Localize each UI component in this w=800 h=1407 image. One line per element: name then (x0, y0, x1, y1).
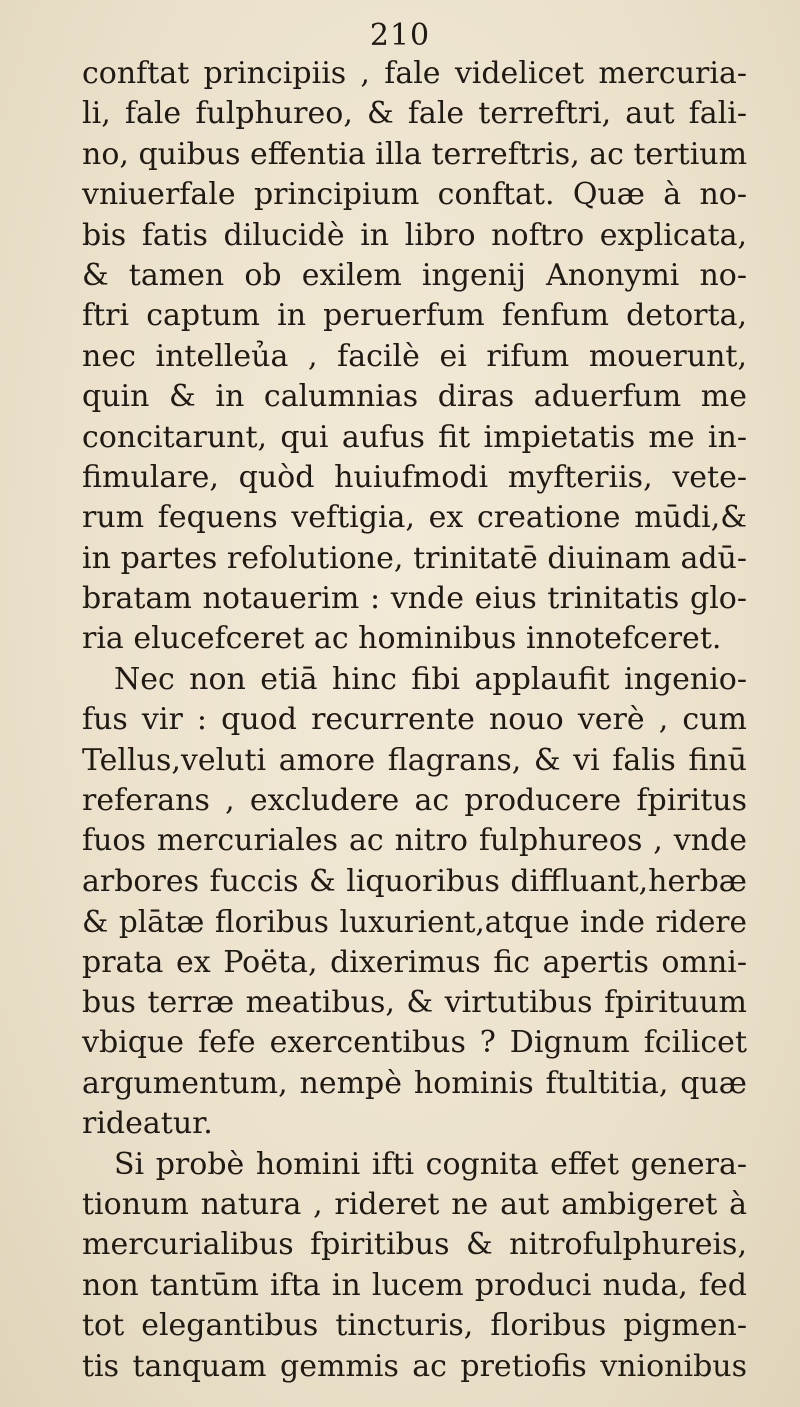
text-line: no, quibus effentia illa terreftris, ac tertium (82, 136, 747, 172)
text-line: bus terræ meatibus, & virtutibus fpirituum (82, 984, 747, 1020)
text-line: prata ex Poëta, dixerimus fic apertis omni- (82, 944, 747, 980)
text-line: & tamen ob exilem ingenij Anonymi no- (82, 257, 747, 293)
text-line: non tantūm ifta in lucem produci nuda, fed (82, 1267, 747, 1303)
text-line: arbores fuccis & liquoribus diffluant,herbæ (82, 863, 747, 899)
text-line: vniuerfale principium conftat. Quæ à no- (82, 177, 747, 213)
text-line: bratam notauerim : vnde eius trinitatis glo- (82, 581, 747, 617)
text-line: fuos mercuriales ac nitro fulphureos , vnde (82, 823, 747, 859)
text-line: tionum natura , rideret ne aut ambigeret à (82, 1186, 747, 1222)
text-line: tis tanquam gemmis ac pretiofis vnionibus (82, 1348, 747, 1384)
text-line: argumentum, nempè hominis ftultitia, quæ (82, 1065, 747, 1101)
text-line: rum fequens veftigia, ex creatione mūdi,& (82, 500, 747, 536)
text-line: Si probè homini ifti cognita effet genera- (114, 1146, 747, 1182)
page-number: 210 (369, 18, 431, 53)
text-line: & plātæ floribus luxurient,atque inde ridere (82, 905, 747, 940)
text-line: mercurialibus fpiritibus & nitrofulphureis, (82, 1227, 747, 1263)
text-line: vbique fefe exercentibus ? Dignum fcilicet (82, 1025, 747, 1061)
text-line: ftri captum in peruerfum fenfum detorta, (82, 298, 747, 334)
text-line: nec intelleủa , facilè ei rifum mouerunt, (82, 338, 747, 374)
text-line: Tellus,veluti amore flagrans, & vi falis finū (82, 742, 747, 778)
text-line: Nec non etiā hinc fibi applaufit ingenio- (114, 661, 747, 697)
text-line: quin & in calumnias diras aduerfum me (82, 379, 747, 415)
text-line: in partes refolutione, trinitatē diuinam adū- (82, 540, 747, 576)
body-text (82, 54, 747, 1387)
text-line: li, fale fulphureo, & fale terreftri, aut fali- (82, 96, 747, 132)
text-line: referans , excludere ac producere fpiritus (82, 783, 747, 819)
text-line: concitarunt, qui aufus fit impietatis me in- (82, 419, 747, 455)
text-line: tot elegantibus tincturis, floribus pigmen- (82, 1308, 747, 1344)
text-line: ria elucefceret ac hominibus innotefceret. (82, 621, 722, 657)
text-line: fimulare, quòd huiufmodi myfteriis, vete- (82, 459, 747, 495)
text-line: rideatur. (82, 1106, 213, 1142)
text-line: fus vir : quod recurrente nouo verè , cum (82, 702, 747, 738)
text-line: conftat principiis , fale videlicet mercuria- (82, 56, 747, 91)
text-line: bis fatis dilucidè in libro noftro explicata, (82, 217, 747, 253)
